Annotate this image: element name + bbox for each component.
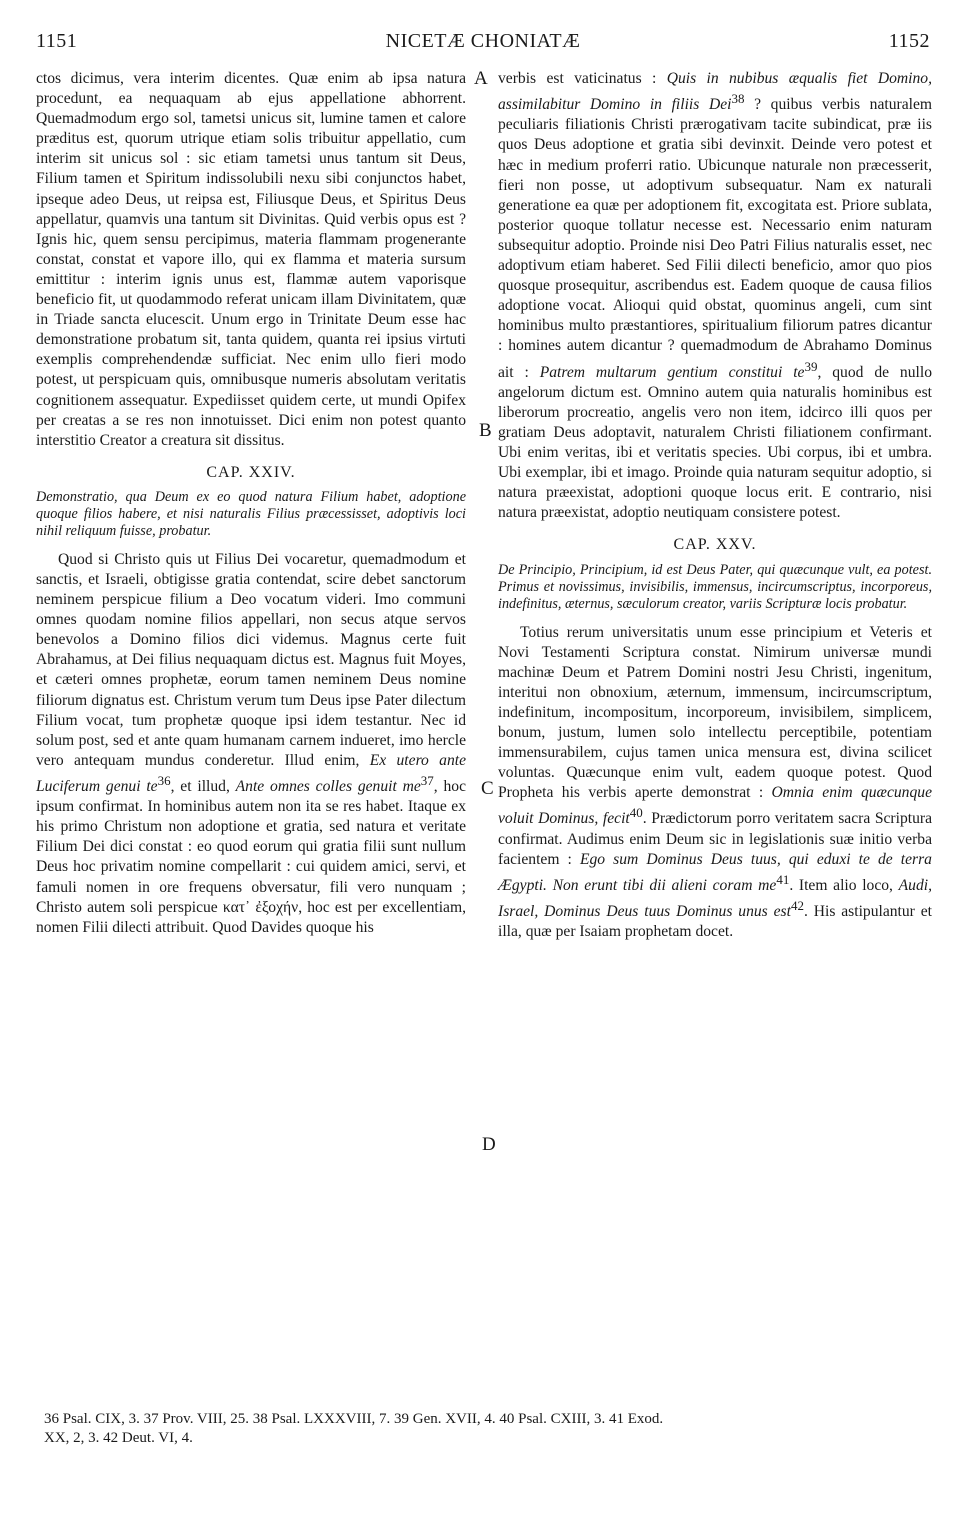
chapter-summary-xxv: De Principio, Principium, id est Deus Pater, qui quæcunque vult, ea potest. Primus et novissimus, invisibilis, immensus, incircumscriptus, incorporeus, indefinitus, æternus, sæculorum creator, variis Scripturæ locis probatur. [498, 561, 932, 612]
right-column [498, 69, 932, 943]
page-number-left: 1151 [36, 30, 78, 52]
note-ref-41: 41 [776, 871, 790, 887]
margin-letter-c: C [481, 778, 494, 799]
chapter-summary-xxiv: Demonstratio, qua Deum ex eo quod natura Filium habet, adoptione quoque filios habere, et nisi naturalis Filius præcessisset, adoptivis loci nihil reliquum fuisse, probatur. [36, 488, 466, 539]
quote-quis-in-nubibus: Quis in nubibus æqualis fiet Domino, assimilabitur Domino in filiis Dei [498, 70, 932, 114]
margin-letter-d: D [482, 1134, 496, 1155]
chapter-heading-xxiv: CAP. XXIV. [206, 463, 296, 481]
note-ref-39: 39 [804, 358, 818, 374]
left-paragraph-1: ctos dicimus, vera interim dicentes. Quæ enim ab ipsa natura procedunt, ea nequaquam ab ejus appellatione abhorrent. Quemadmodum ergo sol, tametsi unicus sit, lumine tamen et calore præditus est, quorum utrique etiam solis tribuitur appellatio, cum interim sit unicus sol : sic etiam tametsi unus tantum sit Deus, Filium tamen et Spiritum indissolubili nexu sibi conjunctos habet, ipseque adeo Deus, ut reipsa est, Filiusque Deus, et Spiritus Deus appellatur, quamvis una tantum sit Divinitas. Quid verbis opus est ? Ignis hic, quem sensu percipimus, materia flammam progenerante constat, constat et vapore illo, qui ex flamma et materia sursum emittitur : interim ignis unus est, flammæ autem vaporisque beneficio fit, ut quodammodo referat unicam illam Divinitatem, quæ in Triade sancta elucescit. Unum ergo in Trinitate Deum esse hac demonstratione probatum sit, tanta quidem, quanta rei ipsius virtuti exemplis comprehendendæ sufficiat. Nec enim ullo fieri modo potest, ut perspicuam quis, omnibusque numeris absolutam veritatis cognitionem assequatur. Expediisset quidem certe, ut mundi Opifex per creatas a se res non innotuisset. Dici enim non potest quanto interstitio Creator a creatura sit dissitus. [36, 70, 466, 449]
quote-ego-sum: Ego sum Dominus Deus tuus, qui eduxi te de terra Ægypti. Non erunt tibi dii alieni coram me [498, 850, 932, 895]
note-ref-38: 38 [731, 91, 745, 107]
margin-letter-b: B [479, 420, 492, 441]
quote-omnia-enim: Omnia enim quæcunque voluit Dominus, fecit [498, 784, 932, 828]
left-column [36, 69, 466, 938]
quote-ex-utero: Ex utero ante Luciferum genui te [36, 751, 466, 796]
note-ref-42: 42 [790, 898, 804, 914]
footnotes [44, 1410, 930, 1448]
note-ref-40: 40 [629, 805, 643, 821]
left-paragraph-2: Quod si Christo quis ut Filius Dei vocaretur, quemadmodum et sanctis, et Israeli, obtigisse gratia contendat, scire debet sanctorum neminem perspicue filium a Deo vocatum videri. Imo communi omnes quodam nomine filios appellari, non secus atque servos benevolos a Domino filios dici videmus. Magnus certe fuit Abrahamus, at Dei filius nequaquam dictus est. Magnus fuit Moyes, et cæteri omnes prophetæ, eorum tamen neminem Deus nomine filiorum dignatus est. Christum verum tum Deus ipse Pater dilectum Filium vocat, tum prophetæ quoque ipsi idem testantur. Nec id solum post, sed et ante quam humanam carnem indueret, imo hercle vero antequam mundus conderetur. Illud enim, Ex utero ante Luciferum genui $te^{36}$, et illud, Ante omnes colles genuit $me^{37}$, hoc ipsum confirmat. In hominibus autem non ita se res habet. Itaque ex his primo Christum non adoptione et gratia, sed natura et veritate Filium Dei dici constat : eo quod eorum qui gratia filii sunt nullum Deus hoc privatim nomine compellarit : cui quidem amici, servi, et famuli nomen in ore frequens obversatur, fili vero nunquam ; Christo autem soli perspicue κατ᾽ ἐξοχήν, hoc est per excellentiam, nomen Filii dilecti attribuit. Quod Davides quoque his [36, 550, 467, 936]
page-header [36, 30, 930, 60]
page-number-right: 1152 [888, 30, 930, 52]
note-ref-36: 36 [157, 772, 171, 788]
margin-letter-a: A [474, 68, 488, 89]
footnote-line-1: 36 Psal. CIX, 3. 37 Prov. VIII, 25. 38 Psal. LXXXVIII, 7. 39 Gen. XVII, 4. 40 Psal. CXIII, 3. 41 Exod. [44, 1411, 664, 1427]
running-title: NICETÆ CHONIATÆ [385, 30, 581, 52]
footnote-line-2: XX, 2, 3. 42 Deut. VI, 4. [44, 1430, 193, 1446]
right-paragraph-2: Totius rerum universitatis unum esse principium et Veteris et Novi Testamenti Scriptura constat. Nimirum universæ mundi machinæ Deum et Patrem Domini nostri Jesu Christi, ingenitum, interitui non obnoxium, æternum, immensum, incircumscriptum, indefinitum, incompositum, incorporeum, invisibilem, simplicem, bonum, justum, lumen solo intellectu perceptibile, potentiam immensurabilem, cujus tamen unica mensura est, divina scilicet voluntas. Quæcunque enim vult, eadem quoque potest. Quod Propheta his verbis aperte demonstrat : Omnia enim quæcunque voluit Dominus, fecit$^{40}$. Prædictorum porro veritatem sacra Scriptura confirmat. Audimus enim Deum sic in legislationis suæ initio verba facientem : Ego sum Dominus Deus tuus, qui eduxi te de terra Ægypti. Non erunt tibi dii alieni coram $me^{41}$. Item alio loco, Audi, Israel, Dominus Deus tuus Dominus unus est$^{42}$. His astipulantur et illa, quæ per Isaiam prophetam docet. [498, 623, 932, 941]
note-ref-37: 37 [420, 772, 434, 788]
quote-patrem-multarum: Patrem multarum gentium constitui te [539, 363, 805, 381]
quote-ante-omnes: Ante omnes colles genuit me [235, 778, 421, 796]
chapter-heading-xxv: CAP. XXV. [673, 536, 757, 554]
quote-audi-israel: Audi, Israel, Dominus Deus tuus Dominus unus est [498, 877, 932, 921]
right-paragraph-1: verbis est vaticinatus : Quis in nubibus æqualis fiet Domino, assimilabitur Domino in filiis Dei$^{38}$ ? quibus verbis naturalem peculiaris filiationis Christi prærogativam tacite subindicat, præ iis quos Deus adoptione et gratia sibi devinxit. Deinde vero potest et hæc in medium proferri ratio. Ubicunque naturale non præcesserit, fieri non posse, ut adoptivum subsequatur. Nam ex naturali generatione ea quæ per adoptionem fit, excogitata est. Priore sublata, posterior quoque tollatur necesse est. Necessario enim naturam subsequitur adoptio. Proinde nisi Deo Patri Filius naturalis esset, nec adoptivum etiam haberet. Sed Filii dilecti beneficio, amor quo pios quosque prosequitur, ascribendus est. Eadem quoque de causa filios adoptione vocat. Alioqui quid obstat, quominus angeli, cum sint hominibus multo præstantiores, spiritualium filiorum patres dicantur : homines autem dicantur ? quemadmodum de Abrahamo Dominus ait : Patrem multarum gentium constitui $te^{39}$, quod de nullo angelorum dictum est. Omnino autem quia naturalis hominibus est liberorum procreatio, angelis vero non item, idcirco illi quos per gratiam Deus adoptavit, naturalem Christi filiationem confirmant. Ubi enim veritas, ibi et veritatis species. Ubi corpus, ibi et umbra. Ubi exemplar, ibi et imago. Proinde quia naturam sequitur adoptio, si natura præexistat, adoptioni quoque locus erit. E contrario, nisi natura præexistat, adoptio neutiquam consistere potest. [498, 70, 932, 522]
